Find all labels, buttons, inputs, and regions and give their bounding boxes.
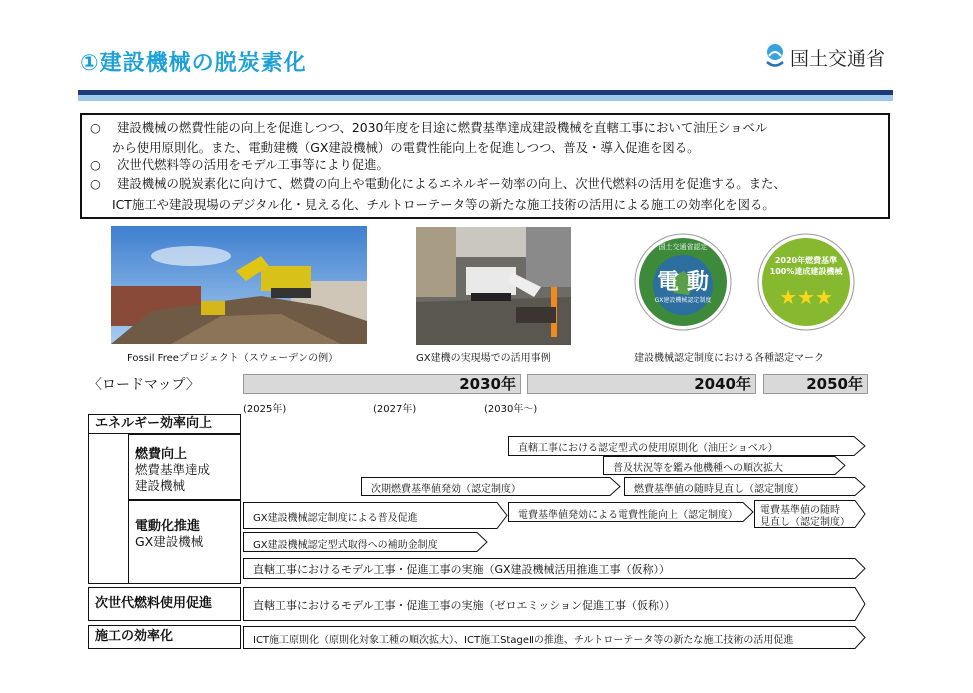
roadmap-arrow	[243, 587, 866, 621]
caption-photo-1: Fossil Freeプロジェクト（スウェーデンの例）	[127, 353, 339, 364]
fuel-mark-line2: 100%達成建設機械	[769, 267, 843, 276]
fuel-efficiency-sub1: 燃費基準達成	[135, 462, 211, 477]
roadmap-label: 〈ロードマップ〉	[88, 377, 200, 393]
category-energy-efficiency: エネルギー効率向上	[88, 414, 241, 434]
bullet-mark: ○	[90, 157, 101, 172]
arrow-label: 直轄工事におけるモデル工事・促進工事の実施（ゼロエミッション促進工事（仮称））	[253, 599, 676, 612]
fuel-efficiency-sub2: 建設機械	[135, 478, 186, 493]
arrow-label: 直轄工事におけるモデル工事・促進工事の実施（GX建設機械活用推進工事（仮称））	[253, 563, 671, 576]
page-title: ①建設機械の脱炭素化	[80, 51, 307, 76]
category-electrification	[128, 500, 241, 584]
roadmap-arrow	[243, 532, 488, 552]
roadmap-arrow	[243, 558, 866, 579]
roadmap-arrow	[603, 456, 846, 475]
arrow-label: 電費基準値の随時	[760, 505, 840, 516]
fuel-standard-mark	[757, 233, 855, 331]
photo-fossil-free	[111, 226, 367, 344]
bullet-mark: ○	[90, 176, 101, 191]
arrow-label: 燃費基準値の随時見直し（認定制度）	[634, 484, 804, 495]
caption-marks: 建設機械認定制度における各種認定マーク	[634, 353, 824, 364]
summary-box	[80, 113, 890, 219]
summary-line-1: 建設機械の燃費性能の向上を促進しつつ、2030年度を目途に燃費基準達成建設機械を直轄工事において油圧ショベル	[116, 120, 768, 135]
fuel-efficiency-title: 燃費向上	[135, 447, 188, 462]
tick-2025: (2025年)	[243, 404, 287, 415]
year-bar-2030: 2030年	[243, 374, 521, 394]
roadmap-arrow	[243, 626, 866, 649]
star-icon: ★★★	[779, 285, 833, 309]
arrow-label: 見直し（認定制度）	[760, 517, 850, 528]
electrification-sub: GX建設機械	[135, 534, 204, 549]
summary-bullet-2	[90, 157, 389, 172]
ministry-logo-icon	[764, 42, 786, 70]
category-construction-efficiency: 施工の効率化	[88, 625, 241, 649]
summary-bullet-1	[90, 120, 767, 135]
gx-mark-main: 電 動	[657, 270, 709, 295]
summary-line-4: 建設機械の脱炭素化に向けて、燃費の向上や電動化によるエネルギー効率の向上、次世代燃料の活用を促進する。また、	[116, 176, 786, 191]
tick-2027: (2027年)	[373, 404, 417, 415]
roadmap-arrow	[508, 436, 866, 456]
header-rule-light	[78, 95, 893, 101]
gx-certification-mark	[634, 233, 732, 331]
roadmap-arrow	[361, 477, 621, 496]
roadmap-arrow	[624, 477, 866, 496]
electrification-title: 電動化推進	[135, 519, 201, 534]
category-fuel-efficiency	[128, 434, 241, 500]
summary-line-2: から使用原則化。また、電動建機（GX建設機械）の電費性能向上を促進しつつ、普及・導入促進を図る。	[112, 140, 700, 155]
ministry-name: 国土交通省	[790, 48, 886, 70]
arrow-label: 普及状況等を鑑み他機種への順次拡大	[613, 463, 783, 474]
arrow-label: ICT施工原則化（原則化対象工種の順次拡大）、ICT施工StageⅡの推進、チルトローテータ等の新たな施工技術の活用促進	[253, 635, 794, 646]
category-energy-bracket	[88, 434, 128, 584]
arrow-label: 電費基準値発効による電費性能向上（認定制度）	[518, 510, 738, 521]
arrow-label: 次期燃費基準値発効（認定制度）	[371, 484, 521, 495]
summary-line-3: 次世代燃料等の活用をモデル工事等により促進。	[116, 157, 389, 172]
tick-2030-onward: (2030年～)	[484, 404, 538, 415]
year-bar-2050: 2050年	[763, 374, 868, 394]
roadmap-arrow	[508, 502, 754, 522]
summary-bullet-3	[90, 176, 786, 191]
year-bar-2040: 2040年	[527, 374, 756, 394]
arrow-label: 直轄工事における認定型式の使用原則化（油圧ショベル）	[518, 443, 778, 454]
arrow-label: GX建設機械認定制度による普及促進	[253, 513, 418, 524]
category-next-fuel: 次世代燃料使用促進	[88, 587, 241, 621]
arrow-label: GX建設機械認定型式取得への補助金制度	[253, 540, 438, 551]
roadmap-arrow	[754, 500, 866, 528]
roadmap-arrow	[243, 502, 508, 529]
gx-mark-sub: GX建設機械認定制度	[654, 297, 712, 304]
photo-gx-site	[416, 227, 571, 345]
summary-line-5: ICT施工や建設現場のデジタル化・見える化、チルトローテータ等の新たな施工技術の活用による施工の効率化を図る。	[112, 197, 775, 212]
fuel-mark-line1: 2020年燃費基準	[774, 256, 838, 265]
bullet-mark: ○	[90, 120, 101, 135]
gx-mark-top: 国土交通省認定	[658, 243, 708, 251]
caption-photo-2: GX建機の実現場での活用事例	[416, 353, 551, 364]
